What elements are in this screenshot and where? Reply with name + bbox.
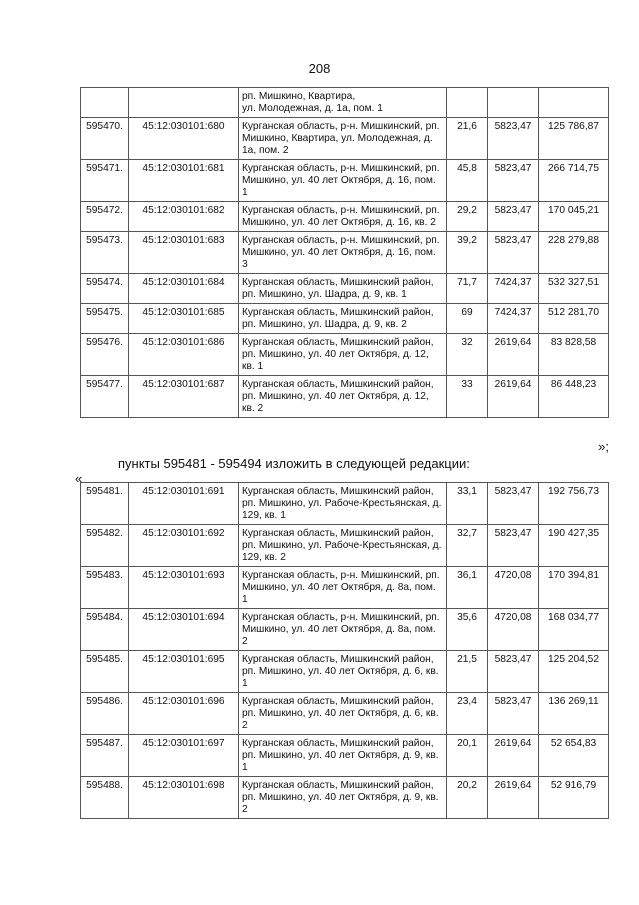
row-number-cell: 595485.	[81, 651, 129, 693]
row-number-cell: 595474.	[81, 274, 129, 304]
table-row	[81, 376, 609, 418]
table-row	[81, 483, 609, 525]
area-cell: 20,2	[447, 777, 488, 819]
area-cell: 21,5	[447, 651, 488, 693]
cadastral-value-cell: 228 279,88	[539, 232, 609, 274]
closing-quote: »;	[598, 439, 609, 454]
row-number-cell: 595470.	[81, 118, 129, 160]
address-cell: Курганская область, Мишкинский район, рп. Мишкино, ул. Шадра, д. 9, кв. 1	[239, 274, 447, 304]
row-number-cell: 595472.	[81, 202, 129, 232]
row-number-cell: 595488.	[81, 777, 129, 819]
address-cell: Курганская область, р-н. Мишкинский, рп. Мишкино, ул. 40 лет Октября, д. 16, пом. 1	[239, 160, 447, 202]
cadastral-value-cell: 170 394,81	[539, 567, 609, 609]
cadastral-value-cell: 52 916,79	[539, 777, 609, 819]
area-cell	[447, 88, 488, 118]
area-cell: 36,1	[447, 567, 488, 609]
address-cell: Курганская область, Мишкинский район, рп. Мишкино, ул. 40 лет Октября, д. 12, кв. 2	[239, 376, 447, 418]
area-cell: 45,8	[447, 160, 488, 202]
cadastral-number-cell: 45:12:030101:683	[129, 232, 239, 274]
address-cell: Курганская область, р-н. Мишкинский, рп. Мишкино, Квартира, ул. Молодежная, д. 1а, пом. 2	[239, 118, 447, 160]
cadastral-value-cell: 170 045,21	[539, 202, 609, 232]
address-cell: рп. Мишкино, Квартира, ул. Молодежная, д. 1а, пом. 1	[239, 88, 447, 118]
cadastral-number-cell: 45:12:030101:687	[129, 376, 239, 418]
cadastral-value-cell	[539, 88, 609, 118]
price-per-unit-cell: 7424,37	[488, 274, 539, 304]
cadastral-value-cell: 125 786,87	[539, 118, 609, 160]
row-number-cell: 595477.	[81, 376, 129, 418]
row-number-cell: 595482.	[81, 525, 129, 567]
area-cell: 71,7	[447, 274, 488, 304]
price-per-unit-cell: 5823,47	[488, 160, 539, 202]
table-row	[81, 160, 609, 202]
registry-table-1	[80, 87, 609, 418]
address-cell: Курганская область, р-н. Мишкинский, рп. Мишкино, ул. 40 лет Октября, д. 16, пом. 3	[239, 232, 447, 274]
area-cell: 32,7	[447, 525, 488, 567]
cadastral-value-cell: 512 281,70	[539, 304, 609, 334]
price-per-unit-cell: 2619,64	[488, 376, 539, 418]
area-cell: 32	[447, 334, 488, 376]
table-row	[81, 735, 609, 777]
address-cell: Курганская область, Мишкинский район, рп. Мишкино, ул. 40 лет Октября, д. 9, кв. 2	[239, 777, 447, 819]
amendment-instruction: пункты 595481 - 595494 изложить в следующей редакции:	[118, 456, 470, 471]
area-cell: 39,2	[447, 232, 488, 274]
cadastral-number-cell: 45:12:030101:685	[129, 304, 239, 334]
address-cell: Курганская область, Мишкинский район, рп. Мишкино, ул. 40 лет Октября, д. 6, кв. 1	[239, 651, 447, 693]
address-cell: Курганская область, Мишкинский район, рп. Мишкино, ул. 40 лет Октября, д. 6, кв. 2	[239, 693, 447, 735]
cadastral-number-cell: 45:12:030101:686	[129, 334, 239, 376]
area-cell: 21,6	[447, 118, 488, 160]
cadastral-number-cell: 45:12:030101:680	[129, 118, 239, 160]
row-number-cell: 595476.	[81, 334, 129, 376]
cadastral-value-cell: 83 828,58	[539, 334, 609, 376]
price-per-unit-cell: 5823,47	[488, 525, 539, 567]
address-cell: Курганская область, Мишкинский район, рп. Мишкино, ул. Шадра, д. 9, кв. 2	[239, 304, 447, 334]
cadastral-value-cell: 168 034,77	[539, 609, 609, 651]
address-cell: Курганская область, Мишкинский район, рп. Мишкино, ул. Рабоче-Крестьянская, д. 129, кв. 1	[239, 483, 447, 525]
price-per-unit-cell: 7424,37	[488, 304, 539, 334]
cadastral-value-cell: 192 756,73	[539, 483, 609, 525]
area-cell: 23,4	[447, 693, 488, 735]
cadastral-number-cell: 45:12:030101:682	[129, 202, 239, 232]
table-row	[81, 651, 609, 693]
price-per-unit-cell: 4720,08	[488, 567, 539, 609]
cadastral-value-cell: 266 714,75	[539, 160, 609, 202]
cadastral-number-cell: 45:12:030101:684	[129, 274, 239, 304]
cadastral-number-cell: 45:12:030101:691	[129, 483, 239, 525]
area-cell: 69	[447, 304, 488, 334]
cadastral-number-cell: 45:12:030101:693	[129, 567, 239, 609]
table-row	[81, 88, 609, 118]
table-row	[81, 693, 609, 735]
price-per-unit-cell: 2619,64	[488, 735, 539, 777]
area-cell: 33,1	[447, 483, 488, 525]
row-number-cell: 595471.	[81, 160, 129, 202]
cadastral-number-cell: 45:12:030101:697	[129, 735, 239, 777]
price-per-unit-cell	[488, 88, 539, 118]
price-per-unit-cell: 5823,47	[488, 118, 539, 160]
area-cell: 20,1	[447, 735, 488, 777]
cadastral-value-cell: 190 427,35	[539, 525, 609, 567]
address-cell: Курганская область, р-н. Мишкинский, рп. Мишкино, ул. 40 лет Октября, д. 8а, пом. 2	[239, 609, 447, 651]
cadastral-value-cell: 52 654,83	[539, 735, 609, 777]
cadastral-number-cell: 45:12:030101:698	[129, 777, 239, 819]
table-row	[81, 118, 609, 160]
row-number-cell	[81, 88, 129, 118]
cadastral-number-cell: 45:12:030101:681	[129, 160, 239, 202]
row-number-cell: 595486.	[81, 693, 129, 735]
row-number-cell: 595473.	[81, 232, 129, 274]
address-cell: Курганская область, Мишкинский район, рп. Мишкино, ул. Рабоче-Крестьянская, д. 129, кв. 2	[239, 525, 447, 567]
price-per-unit-cell: 5823,47	[488, 202, 539, 232]
table-row	[81, 334, 609, 376]
price-per-unit-cell: 2619,64	[488, 334, 539, 376]
price-per-unit-cell: 2619,64	[488, 777, 539, 819]
cadastral-number-cell: 45:12:030101:692	[129, 525, 239, 567]
opening-quote: «	[75, 471, 83, 486]
table-row	[81, 232, 609, 274]
table-row	[81, 202, 609, 232]
page-number: 208	[308, 61, 331, 76]
cadastral-value-cell: 532 327,51	[539, 274, 609, 304]
registry-table-2	[80, 482, 609, 819]
cadastral-value-cell: 125 204,52	[539, 651, 609, 693]
cadastral-number-cell: 45:12:030101:695	[129, 651, 239, 693]
row-number-cell: 595483.	[81, 567, 129, 609]
cadastral-number-cell: 45:12:030101:696	[129, 693, 239, 735]
row-number-cell: 595487.	[81, 735, 129, 777]
area-cell: 33	[447, 376, 488, 418]
table-row	[81, 525, 609, 567]
address-cell: Курганская область, Мишкинский район, рп. Мишкино, ул. 40 лет Октября, д. 12, кв. 1	[239, 334, 447, 376]
table-row	[81, 567, 609, 609]
table-row	[81, 777, 609, 819]
address-cell: Курганская область, р-н. Мишкинский, рп. Мишкино, ул. 40 лет Октября, д. 16, кв. 2	[239, 202, 447, 232]
table-row	[81, 304, 609, 334]
area-cell: 35,6	[447, 609, 488, 651]
price-per-unit-cell: 5823,47	[488, 483, 539, 525]
price-per-unit-cell: 4720,08	[488, 609, 539, 651]
row-number-cell: 595481.	[81, 483, 129, 525]
address-cell: Курганская область, Мишкинский район, рп. Мишкино, ул. 40 лет Октября, д. 9, кв. 1	[239, 735, 447, 777]
row-number-cell: 595484.	[81, 609, 129, 651]
cadastral-value-cell: 86 448,23	[539, 376, 609, 418]
price-per-unit-cell: 5823,47	[488, 232, 539, 274]
table-row	[81, 274, 609, 304]
table-row	[81, 609, 609, 651]
cadastral-number-cell	[129, 88, 239, 118]
cadastral-value-cell: 136 269,11	[539, 693, 609, 735]
row-number-cell: 595475.	[81, 304, 129, 334]
price-per-unit-cell: 5823,47	[488, 693, 539, 735]
cadastral-number-cell: 45:12:030101:694	[129, 609, 239, 651]
area-cell: 29,2	[447, 202, 488, 232]
address-cell: Курганская область, р-н. Мишкинский, рп. Мишкино, ул. 40 лет Октября, д. 8а, пом. 1	[239, 567, 447, 609]
price-per-unit-cell: 5823,47	[488, 651, 539, 693]
